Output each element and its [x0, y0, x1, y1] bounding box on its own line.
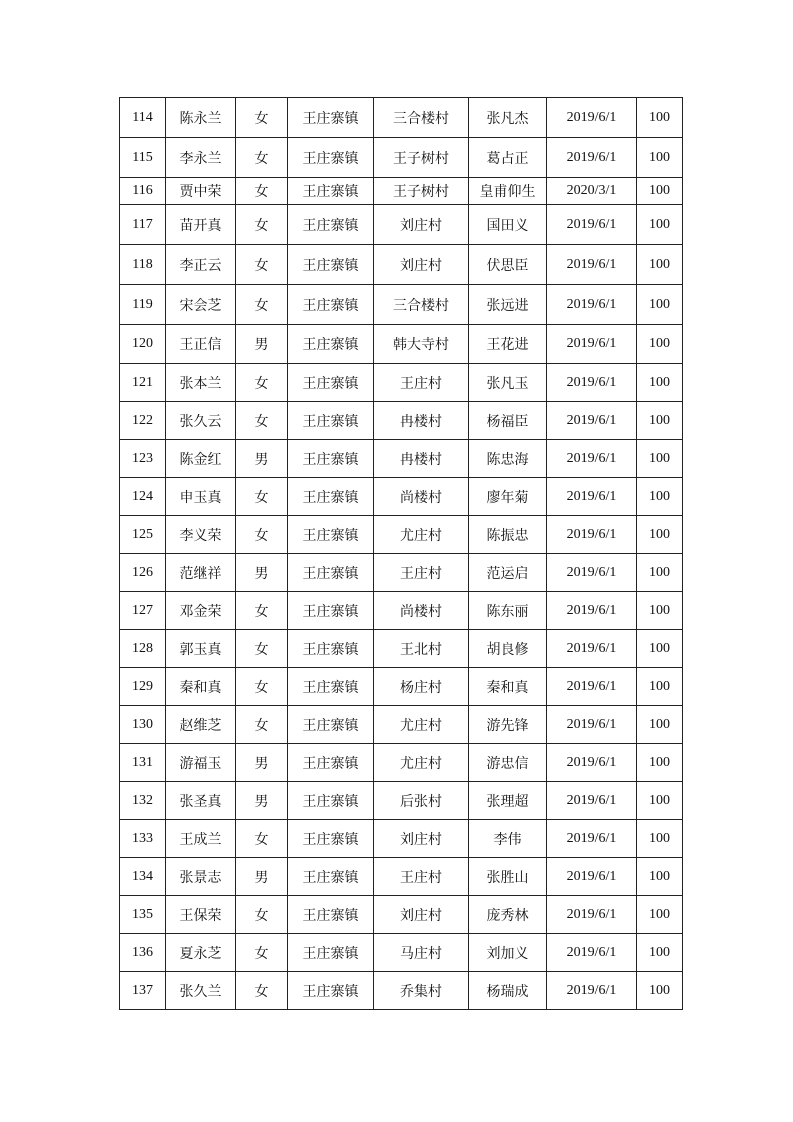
date: 2019/6/1: [547, 896, 637, 934]
table-row: [120, 98, 683, 138]
gender: 女: [236, 178, 288, 205]
village: 刘庄村: [374, 820, 469, 858]
town: 王庄寨镇: [288, 592, 374, 630]
amount: 100: [637, 98, 683, 138]
date: 2019/6/1: [547, 516, 637, 554]
contact-person: 葛占正: [469, 138, 547, 178]
village: 王子树村: [374, 178, 469, 205]
gender: 女: [236, 402, 288, 440]
village: 刘庄村: [374, 896, 469, 934]
person-name: 陈永兰: [166, 98, 236, 138]
town: 王庄寨镇: [288, 245, 374, 285]
gender: 女: [236, 245, 288, 285]
town: 王庄寨镇: [288, 972, 374, 1010]
gender: 男: [236, 440, 288, 478]
amount: 100: [637, 592, 683, 630]
row-number: 127: [120, 592, 166, 630]
row-number: 128: [120, 630, 166, 668]
amount: 100: [637, 896, 683, 934]
village: 刘庄村: [374, 245, 469, 285]
date: 2019/6/1: [547, 325, 637, 364]
date: 2019/6/1: [547, 98, 637, 138]
gender: 女: [236, 896, 288, 934]
amount: 100: [637, 440, 683, 478]
table-row: [120, 325, 683, 364]
contact-person: 陈东丽: [469, 592, 547, 630]
village: 刘庄村: [374, 205, 469, 245]
amount: 100: [637, 402, 683, 440]
village: 乔集村: [374, 972, 469, 1010]
table-row: [120, 178, 683, 205]
gender: 女: [236, 972, 288, 1010]
roster-table: [119, 97, 683, 1010]
gender: 女: [236, 668, 288, 706]
person-name: 范继祥: [166, 554, 236, 592]
amount: 100: [637, 285, 683, 325]
date: 2019/6/1: [547, 630, 637, 668]
contact-person: 廖年菊: [469, 478, 547, 516]
person-name: 郭玉真: [166, 630, 236, 668]
gender: 女: [236, 205, 288, 245]
contact-person: 张理超: [469, 782, 547, 820]
date: 2019/6/1: [547, 668, 637, 706]
person-name: 苗开真: [166, 205, 236, 245]
person-name: 张本兰: [166, 364, 236, 402]
gender: 女: [236, 820, 288, 858]
row-number: 122: [120, 402, 166, 440]
amount: 100: [637, 858, 683, 896]
table-row: [120, 285, 683, 325]
table-row: [120, 402, 683, 440]
contact-person: 游先锋: [469, 706, 547, 744]
contact-person: 皇甫仰生: [469, 178, 547, 205]
table-row: [120, 858, 683, 896]
village: 三合楼村: [374, 98, 469, 138]
row-number: 137: [120, 972, 166, 1010]
date: 2019/6/1: [547, 478, 637, 516]
person-name: 王保荣: [166, 896, 236, 934]
town: 王庄寨镇: [288, 706, 374, 744]
town: 王庄寨镇: [288, 820, 374, 858]
row-number: 115: [120, 138, 166, 178]
contact-person: 王花进: [469, 325, 547, 364]
date: 2019/6/1: [547, 592, 637, 630]
gender: 女: [236, 478, 288, 516]
contact-person: 张胜山: [469, 858, 547, 896]
contact-person: 国田义: [469, 205, 547, 245]
person-name: 李正云: [166, 245, 236, 285]
town: 王庄寨镇: [288, 896, 374, 934]
gender: 男: [236, 744, 288, 782]
town: 王庄寨镇: [288, 138, 374, 178]
amount: 100: [637, 706, 683, 744]
contact-person: 张远进: [469, 285, 547, 325]
amount: 100: [637, 744, 683, 782]
person-name: 赵维芝: [166, 706, 236, 744]
village: 王子树村: [374, 138, 469, 178]
date: 2019/6/1: [547, 820, 637, 858]
amount: 100: [637, 178, 683, 205]
contact-person: 胡良修: [469, 630, 547, 668]
amount: 100: [637, 668, 683, 706]
village: 后张村: [374, 782, 469, 820]
table-row: [120, 630, 683, 668]
town: 王庄寨镇: [288, 934, 374, 972]
village: 尤庄村: [374, 706, 469, 744]
gender: 女: [236, 934, 288, 972]
person-name: 夏永芝: [166, 934, 236, 972]
gender: 女: [236, 516, 288, 554]
gender: 女: [236, 364, 288, 402]
village: 冉楼村: [374, 402, 469, 440]
person-name: 秦和真: [166, 668, 236, 706]
gender: 女: [236, 138, 288, 178]
town: 王庄寨镇: [288, 630, 374, 668]
village: 三合楼村: [374, 285, 469, 325]
date: 2019/6/1: [547, 285, 637, 325]
contact-person: 陈振忠: [469, 516, 547, 554]
row-number: 119: [120, 285, 166, 325]
contact-person: 杨福臣: [469, 402, 547, 440]
village: 王庄村: [374, 554, 469, 592]
village: 王庄村: [374, 364, 469, 402]
person-name: 李永兰: [166, 138, 236, 178]
village: 韩大寺村: [374, 325, 469, 364]
table-row: [120, 896, 683, 934]
town: 王庄寨镇: [288, 554, 374, 592]
table-row: [120, 592, 683, 630]
table-row: [120, 138, 683, 178]
date: 2019/6/1: [547, 554, 637, 592]
contact-person: 庞秀林: [469, 896, 547, 934]
amount: 100: [637, 138, 683, 178]
amount: 100: [637, 972, 683, 1010]
gender: 男: [236, 858, 288, 896]
row-number: 121: [120, 364, 166, 402]
town: 王庄寨镇: [288, 325, 374, 364]
contact-person: 秦和真: [469, 668, 547, 706]
village: 尚楼村: [374, 592, 469, 630]
contact-person: 刘加义: [469, 934, 547, 972]
table-row: [120, 668, 683, 706]
person-name: 张圣真: [166, 782, 236, 820]
date: 2019/6/1: [547, 245, 637, 285]
person-name: 王成兰: [166, 820, 236, 858]
row-number: 130: [120, 706, 166, 744]
row-number: 125: [120, 516, 166, 554]
table-row: [120, 440, 683, 478]
row-number: 117: [120, 205, 166, 245]
village: 尤庄村: [374, 744, 469, 782]
person-name: 贾中荣: [166, 178, 236, 205]
row-number: 116: [120, 178, 166, 205]
amount: 100: [637, 364, 683, 402]
table-row: [120, 554, 683, 592]
gender: 女: [236, 630, 288, 668]
person-name: 申玉真: [166, 478, 236, 516]
date: 2019/6/1: [547, 706, 637, 744]
table-row: [120, 706, 683, 744]
date: 2019/6/1: [547, 972, 637, 1010]
table-row: [120, 820, 683, 858]
gender: 女: [236, 706, 288, 744]
person-name: 张景志: [166, 858, 236, 896]
contact-person: 李伟: [469, 820, 547, 858]
person-name: 李义荣: [166, 516, 236, 554]
row-number: 124: [120, 478, 166, 516]
row-number: 118: [120, 245, 166, 285]
date: 2019/6/1: [547, 782, 637, 820]
village: 马庄村: [374, 934, 469, 972]
town: 王庄寨镇: [288, 668, 374, 706]
table-row: [120, 245, 683, 285]
table-row: [120, 972, 683, 1010]
row-number: 136: [120, 934, 166, 972]
table-row: [120, 744, 683, 782]
person-name: 张久云: [166, 402, 236, 440]
date: 2019/6/1: [547, 440, 637, 478]
table-row: [120, 478, 683, 516]
town: 王庄寨镇: [288, 402, 374, 440]
town: 王庄寨镇: [288, 478, 374, 516]
village: 王庄村: [374, 858, 469, 896]
table-row: [120, 934, 683, 972]
row-number: 126: [120, 554, 166, 592]
amount: 100: [637, 478, 683, 516]
amount: 100: [637, 630, 683, 668]
town: 王庄寨镇: [288, 858, 374, 896]
town: 王庄寨镇: [288, 440, 374, 478]
person-name: 游福玉: [166, 744, 236, 782]
contact-person: 伏思臣: [469, 245, 547, 285]
town: 王庄寨镇: [288, 285, 374, 325]
table-row: [120, 782, 683, 820]
row-number: 134: [120, 858, 166, 896]
table-row: [120, 205, 683, 245]
person-name: 张久兰: [166, 972, 236, 1010]
date: 2019/6/1: [547, 934, 637, 972]
amount: 100: [637, 554, 683, 592]
town: 王庄寨镇: [288, 364, 374, 402]
contact-person: 范运启: [469, 554, 547, 592]
gender: 男: [236, 782, 288, 820]
gender: 男: [236, 554, 288, 592]
person-name: 邓金荣: [166, 592, 236, 630]
person-name: 王正信: [166, 325, 236, 364]
row-number: 135: [120, 896, 166, 934]
person-name: 宋会芝: [166, 285, 236, 325]
gender: 女: [236, 98, 288, 138]
village: 冉楼村: [374, 440, 469, 478]
contact-person: 张凡玉: [469, 364, 547, 402]
town: 王庄寨镇: [288, 178, 374, 205]
amount: 100: [637, 245, 683, 285]
row-number: 132: [120, 782, 166, 820]
amount: 100: [637, 205, 683, 245]
date: 2019/6/1: [547, 858, 637, 896]
amount: 100: [637, 516, 683, 554]
row-number: 133: [120, 820, 166, 858]
row-number: 123: [120, 440, 166, 478]
row-number: 120: [120, 325, 166, 364]
date: 2019/6/1: [547, 402, 637, 440]
contact-person: 杨瑞成: [469, 972, 547, 1010]
date: 2019/6/1: [547, 744, 637, 782]
village: 尚楼村: [374, 478, 469, 516]
gender: 女: [236, 285, 288, 325]
contact-person: 陈忠海: [469, 440, 547, 478]
contact-person: 张凡杰: [469, 98, 547, 138]
town: 王庄寨镇: [288, 205, 374, 245]
town: 王庄寨镇: [288, 744, 374, 782]
table-row: [120, 516, 683, 554]
table-row: [120, 364, 683, 402]
roster-body: [120, 98, 683, 1010]
amount: 100: [637, 820, 683, 858]
amount: 100: [637, 934, 683, 972]
row-number: 131: [120, 744, 166, 782]
town: 王庄寨镇: [288, 516, 374, 554]
row-number: 129: [120, 668, 166, 706]
village: 尤庄村: [374, 516, 469, 554]
date: 2019/6/1: [547, 138, 637, 178]
date: 2019/6/1: [547, 364, 637, 402]
person-name: 陈金红: [166, 440, 236, 478]
contact-person: 游忠信: [469, 744, 547, 782]
village: 杨庄村: [374, 668, 469, 706]
gender: 女: [236, 592, 288, 630]
date: 2020/3/1: [547, 178, 637, 205]
village: 王北村: [374, 630, 469, 668]
amount: 100: [637, 325, 683, 364]
gender: 男: [236, 325, 288, 364]
date: 2019/6/1: [547, 205, 637, 245]
town: 王庄寨镇: [288, 782, 374, 820]
row-number: 114: [120, 98, 166, 138]
amount: 100: [637, 782, 683, 820]
town: 王庄寨镇: [288, 98, 374, 138]
